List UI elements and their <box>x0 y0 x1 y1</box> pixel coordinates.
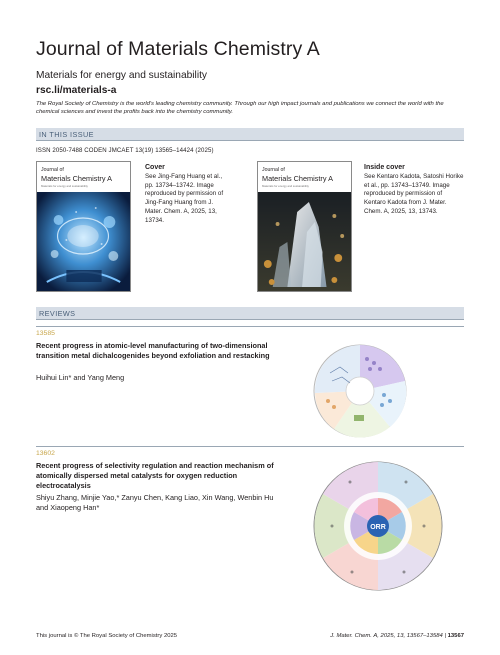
front-cover-label: Cover <box>145 164 165 171</box>
inside-cover-artwork <box>258 192 351 292</box>
footer-separator: | <box>444 633 448 639</box>
cover-tagline: Materials for energy and sustainability <box>262 184 309 188</box>
in-this-issue-bar <box>36 128 464 141</box>
inside-cover-description: See Kentaro Kadota, Satoshi Horike et al., pp. 13743–13749. Image reproduced by permission of Kentaro Kadota from J. Mater. Chem. A, 2025, 13, 13743. <box>364 173 464 215</box>
review-1-toc-graphic[interactable] <box>312 343 408 439</box>
journal-url[interactable]: rsc.li/materials-a <box>36 85 117 96</box>
article-page-number: 13585 <box>36 330 55 337</box>
cover-header <box>258 162 351 192</box>
orr-center-label: ORR <box>370 524 386 531</box>
article-divider <box>36 326 464 327</box>
footer-citation-text: J. Mater. Chem. A, 2025, 13, 13567–13584 <box>330 633 443 639</box>
reviews-bar <box>36 307 464 320</box>
cover-tagline: Materials for energy and sustainability <box>41 184 88 188</box>
issn-line: ISSN 2050-7488 CODEN JMCAET 13(19) 13565–14424 (2025) <box>36 147 214 154</box>
article-page-number: 13602 <box>36 450 55 457</box>
journal-subtitle: Materials for energy and sustainability <box>36 70 208 81</box>
article-title[interactable]: Recent progress in atomic-level manufacturing of two-dimensional transition metal dichalcogenides beyond exfoliation and restacking <box>36 341 270 361</box>
cover-journal-line1: Journal of <box>41 167 64 173</box>
rsc-blurb: The Royal Society of Chemistry is the world's leading chemistry community. Through our high impact journals and publications we connect the world with the chemical sciences and invest the profits back into the chemistry community. <box>36 101 444 115</box>
cover-journal-line1: Journal of <box>262 167 285 173</box>
article-authors: Huihui Lin* and Yang Meng <box>36 373 125 382</box>
article-title[interactable]: Recent progress of selectivity regulation and reaction mechanism of atomically dispersed metal catalysts for oxygen reduction electrocatalysis <box>36 461 274 491</box>
front-cover-image[interactable] <box>36 161 131 292</box>
cover-journal-line2: Materials Chemistry A <box>41 174 112 183</box>
cover-header <box>37 162 130 192</box>
inside-cover-label: Inside cover <box>364 164 405 171</box>
review-2-toc-graphic[interactable] <box>312 460 444 592</box>
cover-journal-line2: Materials Chemistry A <box>262 174 333 183</box>
in-this-issue-heading: IN THIS ISSUE <box>39 130 94 139</box>
footer-page-number: 13567 <box>447 633 464 639</box>
front-cover-description: See Jing-Fang Huang et al., pp. 13734–13742. Image reproduced by permission of Jing-Fang Huang from J. Mater. Chem. A, 2025, 13, 13734. <box>145 173 224 224</box>
journal-title: Journal of Materials Chemistry A <box>36 38 320 60</box>
inside-cover-image[interactable] <box>257 161 352 292</box>
footer-citation <box>330 633 464 639</box>
front-cover-artwork <box>37 192 130 292</box>
reviews-heading: REVIEWS <box>39 309 76 318</box>
article-authors: Shiyu Zhang, Minjie Yao,* Zanyu Chen, Kang Liao, Xin Wang, Wenbin Hu and Xiaopeng Han* <box>36 493 274 513</box>
article-divider <box>36 446 464 447</box>
footer-copyright: This journal is © The Royal Society of Chemistry 2025 <box>36 633 178 639</box>
